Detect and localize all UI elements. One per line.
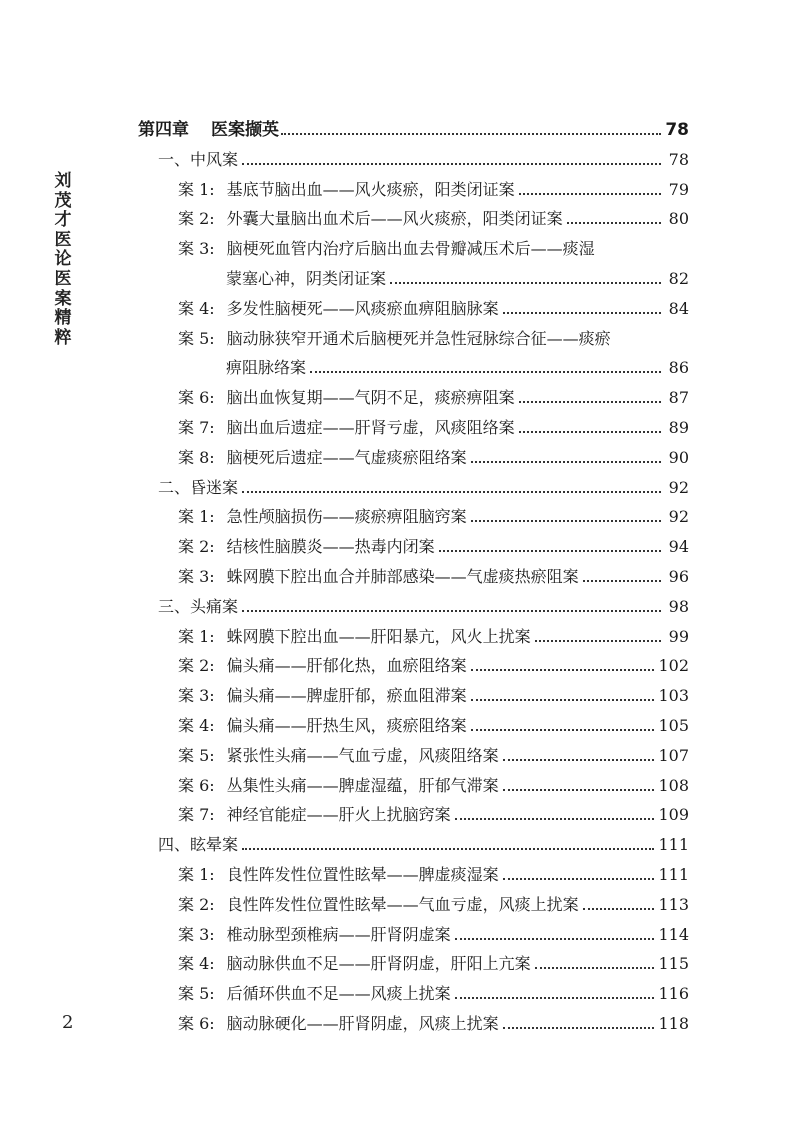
case-number: 案 5: — [178, 984, 215, 1004]
chapter-page: 78 — [665, 120, 689, 140]
case-title: 良性阵发性位置性眩晕——脾虚痰湿案 — [226, 865, 499, 884]
case-page: 79 — [668, 179, 689, 199]
chapter-title: 医案撷英 — [211, 120, 279, 140]
case-number: 案 4: — [178, 716, 215, 735]
dot-leader — [471, 668, 655, 671]
case-title-continued: 蒙塞心神，阴类闭证案 — [226, 269, 387, 288]
case-number: 案 7: — [178, 805, 215, 825]
case-number: 案 2: — [178, 209, 215, 229]
case-label — [178, 239, 595, 259]
side-title-char: 论 — [54, 249, 72, 270]
case-page: 82 — [668, 269, 689, 288]
case-number: 案 3: — [178, 686, 215, 706]
toc-chapter-row[interactable] — [138, 112, 689, 140]
case-label — [178, 776, 499, 796]
case-number: 案 4: — [178, 954, 215, 974]
case-page: 87 — [668, 388, 689, 408]
case-label — [178, 299, 499, 319]
case-label — [178, 388, 515, 408]
case-label — [178, 209, 563, 229]
dot-leader — [310, 370, 661, 373]
toc-case-row[interactable] — [178, 768, 689, 796]
section-page: 78 — [668, 149, 689, 169]
case-label — [178, 716, 467, 736]
case-title: 神经官能症——肝火上扰脑窍案 — [226, 805, 451, 825]
case-number: 案 5: — [178, 328, 215, 348]
case-page: 99 — [668, 626, 689, 646]
toc-case-row[interactable] — [178, 440, 689, 468]
case-label — [178, 984, 451, 1004]
case-label — [178, 627, 531, 647]
page-number: 2 — [62, 1012, 74, 1033]
case-label — [178, 746, 499, 766]
dot-leader — [455, 817, 655, 820]
dot-leader — [519, 430, 661, 433]
dot-leader — [471, 460, 661, 463]
case-number: 案 2: — [178, 656, 215, 676]
case-number: 案 7: — [178, 418, 215, 437]
case-title: 后循环供血不足——风痰上扰案 — [226, 984, 451, 1004]
case-title: 脑梗死血管内治疗后脑出血去骨瓣减压术后——痰湿 — [226, 239, 595, 259]
dot-leader — [535, 639, 661, 642]
toc-case-row[interactable] — [178, 917, 689, 945]
dot-leader — [583, 579, 661, 582]
dot-leader — [471, 519, 661, 522]
dot-leader — [503, 788, 655, 791]
case-title: 脑出血恢复期——气阴不足，痰瘀痹阻案 — [226, 388, 515, 408]
toc-case-row[interactable] — [178, 648, 689, 676]
case-page: 113 — [658, 894, 689, 914]
dot-leader — [390, 281, 661, 284]
dot-leader — [281, 132, 661, 135]
case-page: 102 — [658, 656, 689, 676]
case-title: 椎动脉型颈椎病——肝肾阴虚案 — [226, 924, 451, 944]
dot-leader — [455, 937, 655, 940]
dot-leader — [519, 192, 661, 195]
case-number: 案 2: — [178, 537, 215, 557]
case-number: 案 3: — [178, 239, 215, 259]
toc-case-row[interactable] — [178, 708, 689, 736]
case-title: 偏头痛——肝热生风，痰瘀阻络案 — [226, 716, 467, 735]
case-number: 案 8: — [178, 447, 215, 467]
toc-case-row[interactable] — [178, 797, 689, 825]
case-title: 脑出血后遗症——肝肾亏虚，风痰阻络案 — [226, 418, 515, 437]
case-page: 84 — [668, 298, 689, 318]
case-page: 108 — [658, 775, 689, 795]
toc-case-row[interactable] — [178, 559, 689, 587]
case-number: 案 6: — [178, 1014, 215, 1033]
case-number: 案 1: — [178, 179, 215, 199]
case-title: 急性颅脑损伤——痰瘀痹阻脑窍案 — [226, 507, 467, 527]
case-label — [178, 448, 467, 468]
dot-leader — [583, 907, 655, 910]
case-title: 结核性脑膜炎——热毒内闭案 — [226, 537, 435, 557]
case-page: 94 — [668, 537, 689, 557]
case-label — [178, 418, 515, 438]
toc-case-row[interactable] — [178, 291, 689, 319]
case-title: 脑梗死后遗症——气虚痰瘀阻络案 — [226, 447, 467, 467]
dot-leader — [242, 609, 661, 612]
side-title-char: 精 — [54, 308, 72, 329]
section-page: 111 — [658, 835, 689, 855]
toc-case-row[interactable] — [178, 619, 689, 647]
toc-case-row[interactable] — [178, 529, 689, 557]
case-page: 111 — [658, 865, 689, 884]
toc-case-row[interactable] — [178, 976, 689, 1004]
case-title: 基底节脑出血——风火痰瘀，阳类闭证案 — [226, 179, 515, 199]
case-title: 外囊大量脑出血术后——风火痰瘀，阳类闭证案 — [226, 209, 563, 229]
case-page: 116 — [658, 984, 689, 1004]
toc-case-row[interactable] — [178, 738, 689, 766]
case-title: 丛集性头痛——脾虚湿蕴，肝郁气滞案 — [226, 775, 499, 795]
case-page: 80 — [668, 209, 689, 229]
section-title: 一、中风案 — [158, 149, 239, 169]
section-page: 98 — [668, 596, 689, 616]
case-number: 案 1: — [178, 626, 215, 646]
case-title: 紧张性头痛——气血亏虚，风痰阻络案 — [226, 745, 499, 765]
case-title: 蛛网膜下腔出血合并肺部感染——气虚痰热瘀阻案 — [226, 567, 579, 586]
case-label — [178, 507, 467, 527]
case-page: 107 — [658, 745, 689, 765]
toc-section-row[interactable] — [158, 589, 689, 617]
dot-leader — [471, 698, 655, 701]
side-title-char: 才 — [54, 210, 72, 231]
case-title: 脑动脉狭窄开通术后脑梗死并急性冠脉综合征——痰瘀 — [226, 328, 611, 348]
case-number: 案 1: — [178, 507, 215, 527]
case-number: 案 3: — [178, 567, 215, 586]
case-title: 偏头痛——脾虚肝郁，瘀血阻滞案 — [226, 686, 467, 706]
dot-leader — [503, 1026, 655, 1029]
dot-leader — [455, 996, 655, 999]
section-page: 92 — [668, 477, 689, 497]
toc-case-row-continued[interactable] — [226, 261, 689, 289]
case-label — [178, 925, 451, 945]
toc-case-row[interactable] — [178, 887, 689, 915]
case-title: 多发性脑梗死——风痰瘀血痹阻脑脉案 — [226, 298, 499, 318]
case-page: 86 — [668, 358, 689, 378]
case-label — [178, 537, 435, 557]
side-title-char: 茂 — [54, 190, 72, 211]
case-number: 案 4: — [178, 298, 215, 318]
dot-leader — [503, 311, 661, 314]
case-title: 偏头痛——肝郁化热，血瘀阻络案 — [226, 656, 467, 676]
section-title: 三、头痛案 — [158, 596, 239, 616]
case-label — [178, 656, 467, 676]
dot-leader — [535, 966, 655, 969]
toc-case-row[interactable] — [178, 946, 689, 974]
toc-section-row[interactable] — [158, 827, 689, 855]
side-title-char: 案 — [54, 288, 72, 309]
case-title: 脑动脉硬化——肝肾阴虚，风痰上扰案 — [226, 1014, 499, 1033]
toc-case-row[interactable] — [178, 678, 689, 706]
case-page: 115 — [658, 954, 689, 974]
dot-leader — [471, 728, 655, 731]
case-page: 114 — [658, 924, 689, 944]
case-page: 109 — [658, 805, 689, 825]
dot-leader — [503, 758, 655, 761]
side-title-char: 医 — [54, 268, 72, 289]
side-title-char: 粹 — [54, 327, 72, 348]
toc-case-row[interactable] — [178, 380, 689, 408]
toc-case-row[interactable] — [178, 321, 611, 349]
case-number: 案 1: — [178, 865, 215, 884]
case-page: 92 — [668, 507, 689, 527]
section-title: 四、眩晕案 — [158, 835, 239, 855]
case-page: 90 — [668, 447, 689, 467]
case-title: 良性阵发性位置性眩晕——气血亏虚，风痰上扰案 — [226, 894, 579, 914]
dot-leader — [503, 877, 655, 880]
dot-leader — [567, 221, 661, 224]
case-page: 89 — [668, 418, 689, 437]
case-label — [178, 180, 515, 200]
toc-case-row[interactable] — [178, 857, 689, 885]
case-page: 96 — [668, 567, 689, 586]
case-page: 118 — [658, 1014, 689, 1033]
side-title-char: 医 — [54, 229, 72, 250]
toc-case-row-continued[interactable] — [226, 350, 689, 378]
dot-leader — [439, 549, 661, 552]
dot-leader — [519, 400, 661, 403]
case-label — [178, 895, 579, 915]
case-label — [178, 954, 531, 974]
dot-leader — [242, 162, 661, 165]
case-page: 103 — [658, 686, 689, 706]
case-number: 案 2: — [178, 894, 215, 914]
case-number: 案 6: — [178, 775, 215, 795]
toc-case-row[interactable] — [178, 1006, 689, 1034]
toc-case-row[interactable] — [178, 499, 689, 527]
toc-section-row[interactable] — [158, 470, 689, 498]
toc-case-row[interactable] — [178, 201, 689, 229]
case-title: 脑动脉供血不足——肝肾阴虚，肝阳上亢案 — [226, 954, 531, 974]
toc-section-row[interactable] — [158, 142, 689, 170]
case-number: 案 6: — [178, 388, 215, 408]
case-number: 案 5: — [178, 745, 215, 765]
case-label — [178, 865, 499, 885]
case-number: 案 3: — [178, 924, 215, 944]
section-title: 二、昏迷案 — [158, 477, 239, 497]
case-label — [178, 329, 611, 349]
chapter-number: 第四章 — [138, 120, 189, 140]
side-title-char: 刘 — [54, 171, 72, 191]
toc-case-row[interactable] — [178, 172, 689, 200]
dot-leader — [242, 847, 654, 850]
case-label — [178, 805, 451, 825]
toc-case-row[interactable] — [178, 231, 595, 259]
case-label — [178, 567, 579, 587]
case-title: 蛛网膜下腔出血——肝阳暴亢，风火上扰案 — [226, 626, 531, 646]
toc-case-row[interactable] — [178, 410, 689, 438]
case-page: 105 — [658, 716, 689, 735]
case-label — [178, 1014, 499, 1034]
case-title-continued: 痹阻脉络案 — [226, 358, 307, 378]
dot-leader — [242, 490, 661, 493]
case-label — [178, 686, 467, 706]
